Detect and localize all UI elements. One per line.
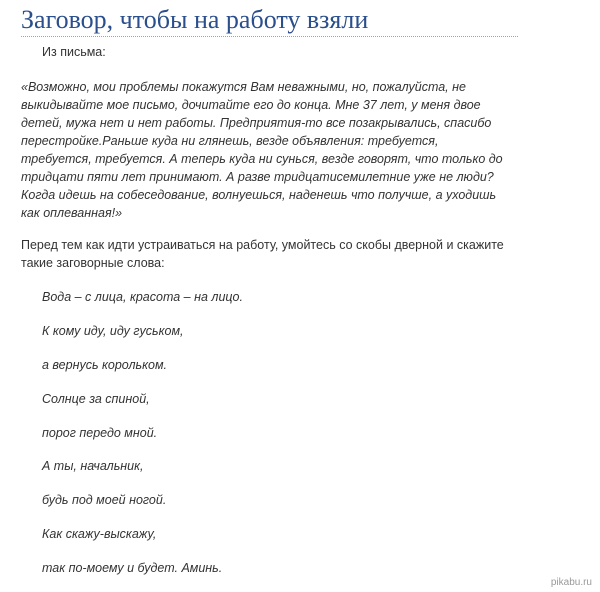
spell-line: а вернусь корольком. xyxy=(42,358,168,372)
instructions-text: Перед тем как идти устраиваться на работу, умойтесь со скобы дверной и скажите такие заговорные слова: xyxy=(21,238,504,270)
article-title: Заговор, чтобы на работу взяли xyxy=(21,5,369,34)
spell-line: А ты, начальник, xyxy=(42,459,144,473)
title-divider xyxy=(21,36,518,37)
letter-quote: «Возможно, мои проблемы покажутся Вам неважными, но, пожалуйста, не выкидывайте мое письмо, дочитайте его до конца. Мне 37 лет, у меня двое детей, мужа нет и нет работы. Предприятия-то все позакрывались, спасибо перестройке.Раньше куда ни глянешь, везде объявления: требуется, требуется, требуется. А теперь куда ни сунься, везде говорят, что только до тридцати пяти лет принимают. А разве тридцатисемилетние уже не люди? Когда идешь на собеседование, волнуешься, наденешь что получше, а уходишь как оплеванная!» xyxy=(21,80,503,220)
spell-line: Вода – с лица, красота – на лицо. xyxy=(42,290,243,304)
spell-line: так по-моему и будет. Аминь. xyxy=(42,561,223,575)
intro-text: Из письма: xyxy=(42,45,106,59)
spell-line: Солнце за спиной, xyxy=(42,392,150,406)
watermark: pikabu.ru xyxy=(550,577,592,588)
spell-line: порог передо мной. xyxy=(42,426,158,440)
spell-line: К кому иду, иду гуськом, xyxy=(42,324,184,338)
spell-line: Как скажу-выскажу, xyxy=(42,527,157,541)
spell-line: будь под моей ногой. xyxy=(42,493,167,507)
